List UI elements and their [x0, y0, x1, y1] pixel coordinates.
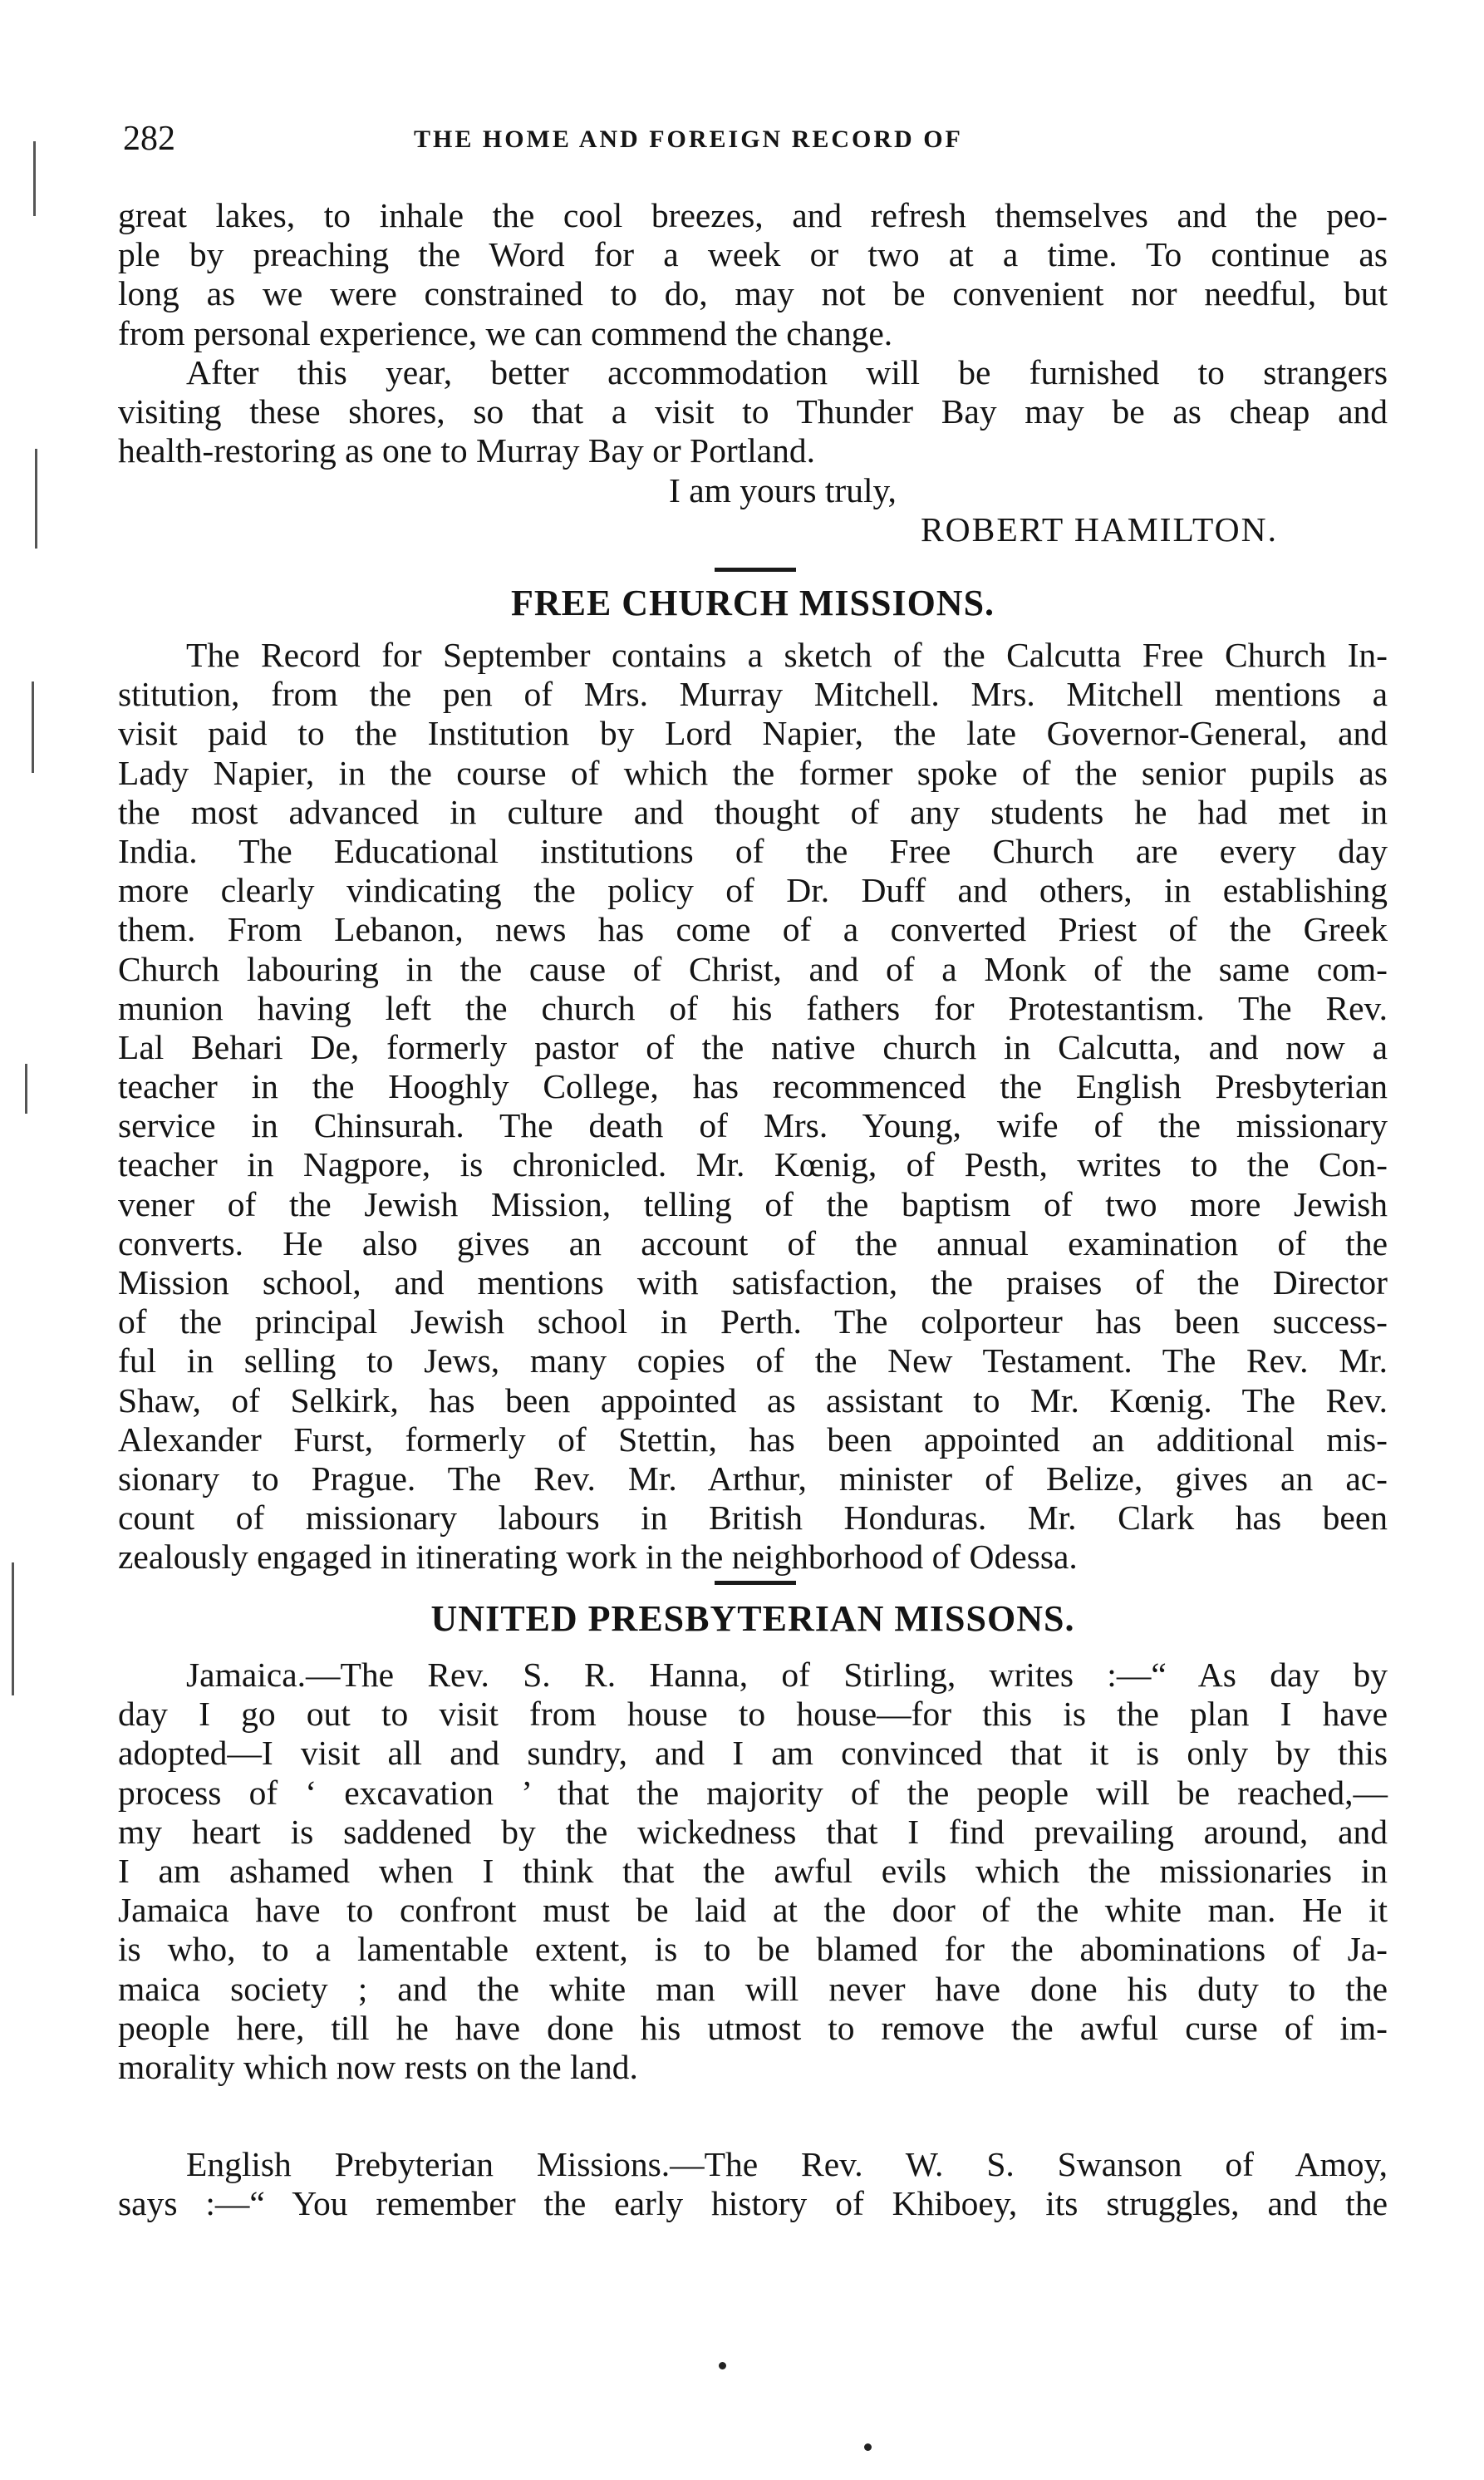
- text-line: health-restoring as one to Murray Bay or Portland.: [118, 431, 816, 470]
- free-church-paragraph: [118, 636, 1388, 1577]
- text-line: the most advanced in culture and thought of any students he had met in: [118, 792, 1388, 831]
- english-presbyterian-paragraph: [118, 2145, 1388, 2223]
- text-line: them. From Lebanon, news has come of a converted Priest of the Greek: [118, 910, 1388, 949]
- united-presbyterian-paragraph: [118, 1656, 1388, 2087]
- scan-speck: [719, 2362, 726, 2369]
- text-line: Shaw, of Selkirk, has been appointed as assistant to Mr. Kœnig. The Rev.: [118, 1380, 1388, 1420]
- text-line: is who, to a lamentable extent, is to be blamed for the abominations of Ja-: [118, 1930, 1388, 1969]
- text-line: day I go out to visit from house to house—for this is the plan I have: [118, 1695, 1388, 1734]
- section-rule: [715, 1581, 796, 1585]
- text-line: sionary to Prague. The Rev. Mr. Arthur, minister of Belize, gives an ac-: [118, 1459, 1388, 1498]
- text-line: ple by preaching the Word for a week or two at a time. To continue as: [118, 235, 1388, 274]
- text-line: my heart is saddened by the wickedness that I find prevailing around, and: [118, 1812, 1388, 1851]
- letter-paragraph-1: [118, 196, 1388, 353]
- text-line: I am ashamed when I think that the awful evils which the missionaries in: [118, 1851, 1388, 1890]
- text-line: service in Chinsurah. The death of Mrs. Young, wife of the missionary: [118, 1106, 1388, 1145]
- text-line: visiting these shores, so that a visit to Thunder Bay may be as cheap and: [118, 392, 1388, 431]
- text-line: munion having left the church of his fathers for Protestantism. The Rev.: [118, 988, 1388, 1027]
- text-line: Jamaica.—The Rev. S. R. Hanna, of Stirling, writes :—“ As day by: [186, 1656, 1388, 1694]
- text-line: Church labouring in the cause of Christ, and of a Monk of the same com-: [118, 949, 1388, 988]
- text-line: Jamaica have to confront must be laid at the door of the white man. He it: [118, 1891, 1388, 1930]
- text-line: count of missionary labours in British Honduras. Mr. Clark has been: [118, 1498, 1388, 1538]
- text-line: teacher in Nagpore, is chronicled. Mr. Kœnig, of Pesth, writes to the Con-: [118, 1145, 1388, 1184]
- text-line: of the principal Jewish school in Perth. The colporteur has been success-: [118, 1302, 1388, 1341]
- scan-speck: [864, 2443, 872, 2451]
- letter-closing: I am yours truly,: [669, 471, 897, 509]
- text-line: After this year, better accommodation will be furnished to strangers: [186, 353, 1388, 391]
- text-line: people here, till he have done his utmost to remove the awful curse of im-: [118, 2008, 1388, 2047]
- text-line: zealously engaged in itinerating work in the neighborhood of Odessa.: [118, 1538, 1078, 1577]
- text-line: stitution, from the pen of Mrs. Murray Mitchell. Mrs. Mitchell mentions a: [118, 675, 1388, 714]
- text-line: from personal experience, we can commend the change.: [118, 313, 893, 352]
- page-number: 282: [123, 120, 175, 158]
- text-line: process of ‘ excavation ’ that the majority of the people will be reached,—: [118, 1773, 1388, 1812]
- text-line: India. The Educational institutions of the Free Church are every day: [118, 831, 1388, 870]
- text-line: teacher in the Hooghly College, has recommenced the English Presbyterian: [118, 1067, 1388, 1106]
- text-line: more clearly vindicating the policy of Dr. Duff and others, in establishing: [118, 871, 1388, 910]
- text-line: The Record for September contains a sketch of the Calcutta Free Church In-: [186, 636, 1388, 674]
- text-line: Lal Behari De, formerly pastor of the native church in Calcutta, and now a: [118, 1027, 1388, 1066]
- text-line: morality which now rests on the land.: [118, 2047, 638, 2086]
- text-line: Alexander Furst, formerly of Stettin, has been appointed an additional mis-: [118, 1420, 1388, 1459]
- letter-paragraph-2: [118, 353, 1388, 471]
- margin-mark: [32, 682, 34, 773]
- text-line: ful in selling to Jews, many copies of the New Testament. The Rev. Mr.: [118, 1341, 1388, 1380]
- text-line: Lady Napier, in the course of which the former spoke of the senior pupils as: [118, 753, 1388, 792]
- text-line: vener of the Jewish Mission, telling of the baptism of two more Jewish: [118, 1184, 1388, 1223]
- margin-mark: [25, 1064, 27, 1114]
- section-rule: [715, 568, 796, 572]
- section-heading-united-presbyterian: UNITED PRESBYTERIAN MISSONS.: [430, 1598, 1075, 1639]
- text-line: Mission school, and mentions with satisfaction, the praises of the Director: [118, 1263, 1388, 1302]
- letter-signature: ROBERT HAMILTON.: [921, 510, 1278, 549]
- section-heading-free-church: FREE CHURCH MISSIONS.: [510, 583, 995, 623]
- text-line: converts. He also gives an account of the annual examination of the: [118, 1223, 1388, 1262]
- text-line: maica society ; and the white man will never have done his duty to the: [118, 1969, 1388, 2008]
- margin-mark: [12, 1562, 14, 1695]
- margin-mark: [33, 141, 36, 216]
- running-title: THE HOME AND FOREIGN RECORD OF: [414, 125, 963, 153]
- text-line: says :—“ You remember the early history of Khiboey, its struggles, and the: [118, 2184, 1388, 2223]
- text-line: visit paid to the Institution by Lord Napier, the late Governor-General, and: [118, 714, 1388, 753]
- text-line: long as we were constrained to do, may not be convenient nor needful, but: [118, 274, 1388, 313]
- page-header: [123, 118, 1369, 160]
- text-line: adopted—I visit all and sundry, and I am convinced that it is only by this: [118, 1734, 1388, 1773]
- text-line: great lakes, to inhale the cool breezes, and refresh themselves and the peo-: [118, 196, 1388, 234]
- text-line: English Prebyterian Missions.—The Rev. W. S. Swanson of Amoy,: [186, 2145, 1388, 2183]
- margin-mark: [35, 449, 37, 549]
